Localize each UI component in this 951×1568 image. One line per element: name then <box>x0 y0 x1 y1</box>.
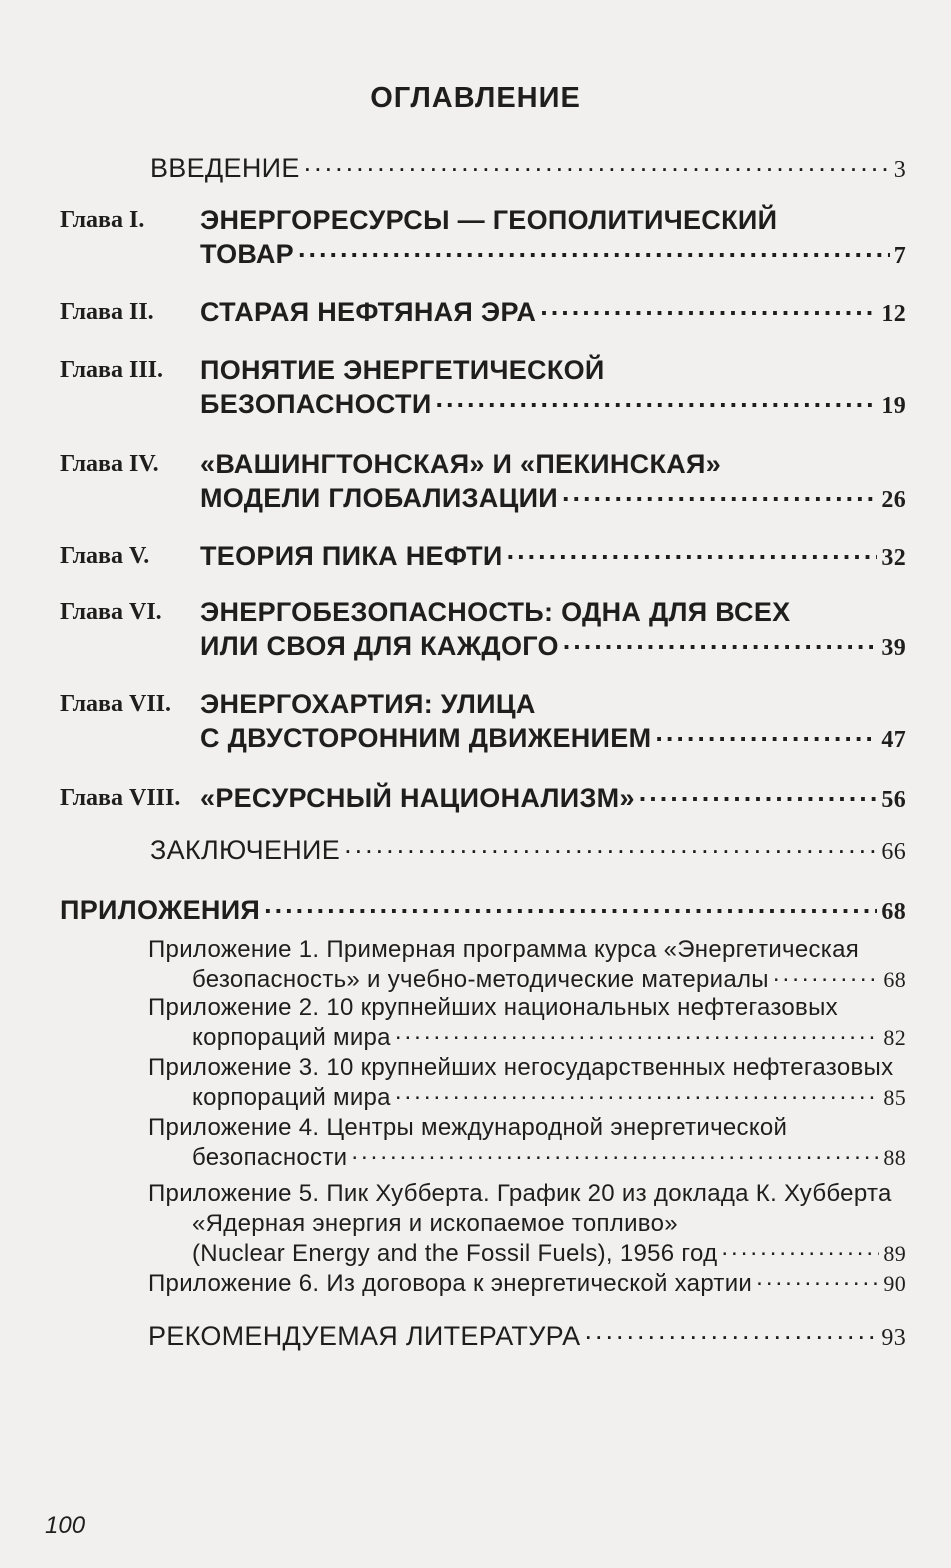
dot-leader <box>304 146 890 178</box>
page-ref: 82 <box>883 1025 906 1050</box>
toc-entry-chapter-1 <box>200 238 906 272</box>
page-ref: 90 <box>883 1271 906 1296</box>
appendix-title: Приложение 2. 10 крупнейших национальных нефтегазовых <box>148 994 838 1021</box>
toc-entry-chapter-4 <box>200 482 906 516</box>
appendix-title: Приложение 5. Пик Хубберта. График 20 из доклада К. Хубберта <box>148 1180 892 1207</box>
dot-leader <box>721 1232 879 1264</box>
dot-leader <box>395 1076 880 1108</box>
page-number: 100 <box>45 1512 86 1539</box>
chapter-label: Глава IV. <box>60 451 159 477</box>
page-ref: 68 <box>883 967 906 992</box>
page-ref: 56 <box>881 787 906 813</box>
dot-leader <box>773 958 880 990</box>
chapter-title: «РЕСУРСНЫЙ НАЦИОНАЛИЗМ» <box>200 783 635 813</box>
toc-entry-text: РЕКОМЕНДУЕМАЯ ЛИТЕРАТУРА <box>148 1321 581 1351</box>
dot-leader <box>756 1262 879 1294</box>
page-ref: 89 <box>883 1241 906 1266</box>
toc-entry-chapter-2 <box>200 296 906 330</box>
toc-entry-intro <box>150 152 906 186</box>
dot-leader <box>639 776 878 808</box>
dot-leader <box>436 382 878 414</box>
appendix-title: «Ядерная энергия и ископаемое топливо» <box>192 1210 678 1237</box>
page-ref: 19 <box>881 393 906 419</box>
chapter-title: ЭНЕРГОБЕЗОПАСНОСТЬ: ОДНА ДЛЯ ВСЕХ <box>200 597 791 627</box>
chapter-label: Глава III. <box>60 357 164 383</box>
page-ref: 47 <box>881 727 906 753</box>
toc-entry-chapter-7 <box>200 722 906 756</box>
appendix-title: Приложение 6. Из договора к энергетической хартии <box>148 1270 753 1297</box>
chapter-title: ЭНЕРГОХАРТИЯ: УЛИЦА <box>200 689 536 719</box>
appendix-title: Приложение 3. 10 крупнейших негосударственных нефтегазовых <box>148 1054 894 1081</box>
page-ref: 26 <box>881 487 906 513</box>
appendix-title: Приложение 4. Центры международной энергетической <box>148 1114 788 1141</box>
page-ref: 68 <box>881 899 906 925</box>
toc-entry-conclusion <box>150 834 906 868</box>
chapter-title: ЭНЕРГОРЕСУРСЫ — ГЕОПОЛИТИЧЕСКИЙ <box>200 205 778 235</box>
chapter-label: Глава VI. <box>60 599 162 625</box>
appendix-title: Приложение 1. Примерная программа курса «Энергетическая <box>148 936 860 963</box>
chapter-title: «ВАШИНГТОНСКАЯ» И «ПЕКИНСКАЯ» <box>200 449 722 479</box>
chapter-label: Глава VII. <box>60 691 171 717</box>
appendix-title: корпораций мира <box>192 1084 391 1111</box>
chapter-title: ИЛИ СВОЯ ДЛЯ КАЖДОГО <box>200 631 559 661</box>
dot-leader <box>344 828 877 860</box>
dot-leader <box>540 290 877 322</box>
appendix-title: безопасность» и учебно-методические материалы <box>192 966 769 993</box>
toc-entry-chapter-5 <box>200 540 906 574</box>
dot-leader <box>395 1016 880 1048</box>
dot-leader <box>298 232 890 264</box>
page-ref: 32 <box>881 545 906 571</box>
appendix-title: безопасности <box>192 1144 348 1171</box>
toc-entry-text: ПРИЛОЖЕНИЯ <box>60 895 261 925</box>
toc-entry-text: ВВЕДЕНИЕ <box>150 153 300 183</box>
toc-entry-text: ЗАКЛЮЧЕНИЕ <box>150 835 341 865</box>
appendix-title: (Nuclear Energy and the Fossil Fuels), 1956 год <box>192 1240 718 1267</box>
toc-entry-appendices <box>60 894 906 928</box>
chapter-label: Глава V. <box>60 543 150 569</box>
dot-leader <box>351 1136 879 1168</box>
chapter-title: С ДВУСТОРОННИМ ДВИЖЕНИЕМ <box>200 723 652 753</box>
page-ref: 12 <box>881 301 906 327</box>
page-ref: 3 <box>893 157 906 183</box>
page-ref: 66 <box>881 839 906 865</box>
dot-leader <box>562 476 877 508</box>
chapter-label: Глава II. <box>60 299 154 325</box>
dot-leader <box>507 534 878 566</box>
page-ref: 88 <box>883 1145 906 1170</box>
chapter-title: МОДЕЛИ ГЛОБАЛИЗАЦИИ <box>200 483 559 513</box>
chapter-title: БЕЗОПАСНОСТИ <box>200 389 432 419</box>
toc-entry-appendix-2 <box>192 1022 906 1054</box>
chapter-title: ПОНЯТИЕ ЭНЕРГЕТИЧЕСКОЙ <box>200 355 605 385</box>
chapter-title: ТОВАР <box>200 239 294 269</box>
chapter-label: Глава I. <box>60 207 145 233</box>
page-ref: 85 <box>883 1085 906 1110</box>
toc-entry-appendix-3 <box>192 1082 906 1114</box>
toc-entry-chapter-8 <box>200 782 906 816</box>
chapter-title: СТАРАЯ НЕФТЯНАЯ ЭРА <box>200 297 537 327</box>
toc-entry-references <box>148 1320 906 1354</box>
dot-leader <box>584 1314 877 1346</box>
toc-entry-chapter-6 <box>200 630 906 664</box>
dot-leader <box>563 624 878 656</box>
dot-leader <box>655 716 877 748</box>
page-ref: 93 <box>881 1325 906 1351</box>
dot-leader <box>264 888 877 920</box>
toc-entry-appendix-6 <box>148 1268 906 1300</box>
chapter-label: Глава VIII. <box>60 785 181 811</box>
toc-entry-appendix-4 <box>192 1142 906 1174</box>
page-title: ОГЛАВЛЕНИЕ <box>370 82 581 114</box>
chapter-title: ТЕОРИЯ ПИКА НЕФТИ <box>200 541 503 571</box>
page-ref: 7 <box>893 243 906 269</box>
appendix-title: корпораций мира <box>192 1024 391 1051</box>
toc-entry-chapter-3 <box>200 388 906 422</box>
page-ref: 39 <box>881 635 906 661</box>
